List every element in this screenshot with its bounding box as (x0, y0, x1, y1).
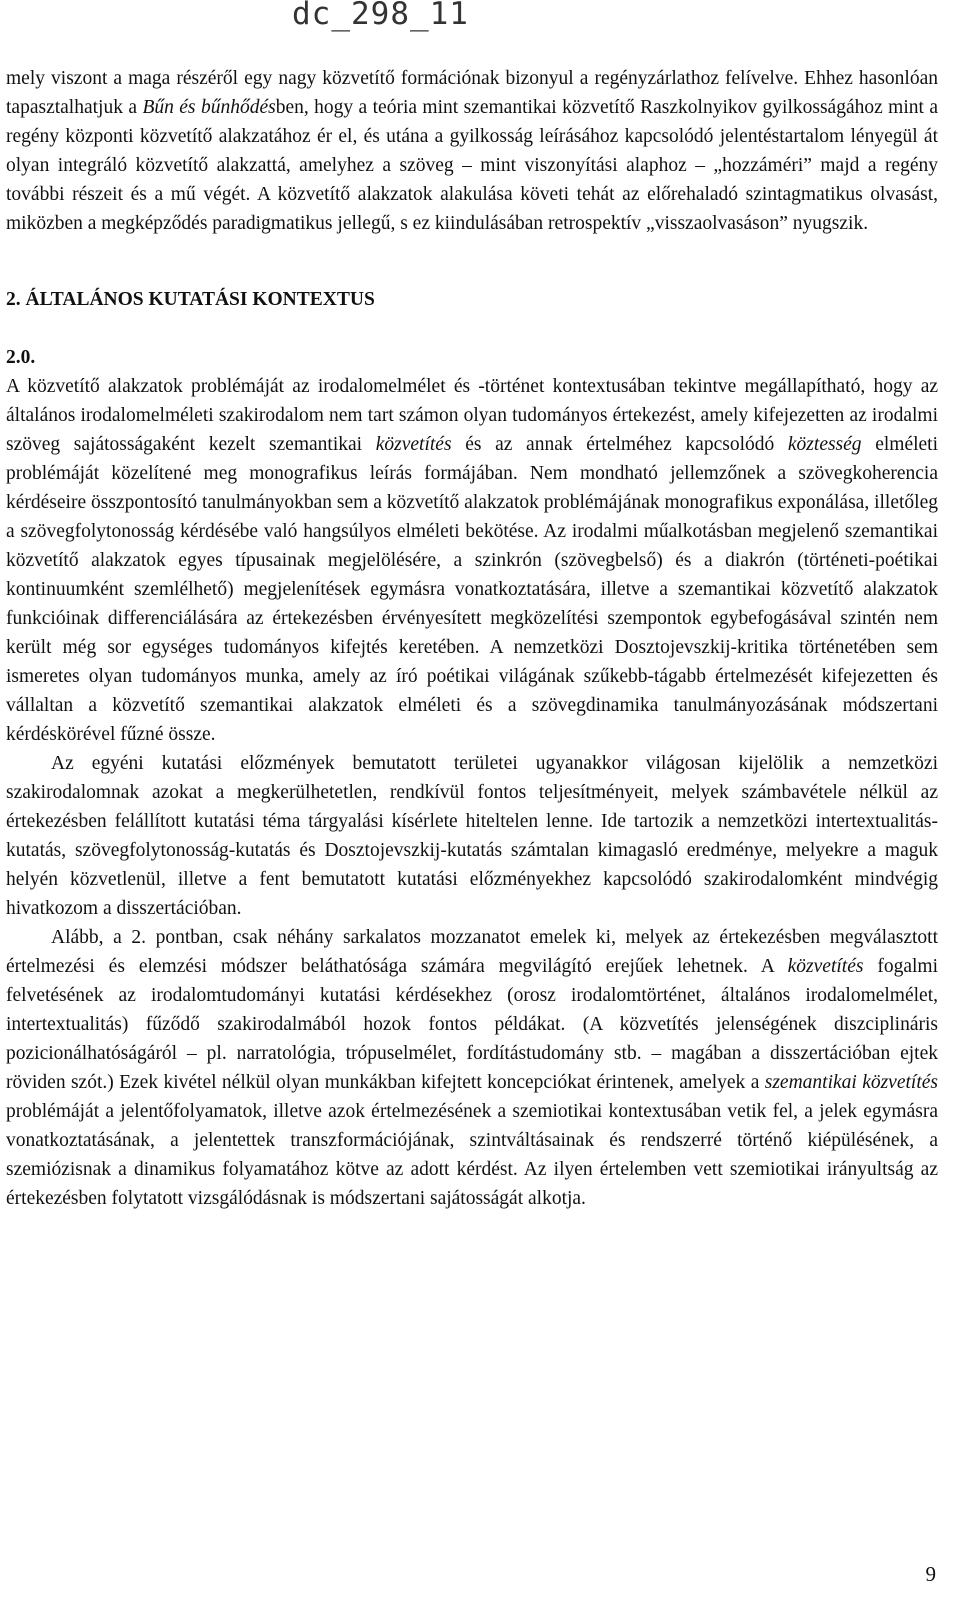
italic-term: szemantikai közvetítés (764, 1072, 938, 1093)
italic-term: köztesség (787, 434, 862, 455)
paragraph-3: Alább, a 2. pontban, csak néhány sarkalatos mozzanatot emelek ki, melyek az értekezésben megválasztott értelmezési és elemzési módszer beláthatósága számára megvilágító erejűek lehetnek. A közvetítés fogalmi felvetésének az irodalomtudományi kutatási kérdésekhez (orosz irodalomtörténet, általános irodalomelmélet, intertextualitás) fűződő szakirodalmából hozok fontos példákat. (A közvetítés jelenségének diszciplináris pozicionálhatóságáról – pl. narratológia, trópuselmélet, fordítástudomány stb. – magában a disszertációban ejtek röviden szót.) Ezek kivétel nélkül olyan munkákban kifejtett koncepciókat érintenek, amelyek a szemantikai közvetítés problémáját a jelentőfolyamatok, illetve azok értelmezésének a szemiotikai kontextusában vetik fel, a jelek egymásra vonatkoztatásának, a jelentettek transzformációjának, szintváltásainak és rendszerré történő kiépülésének, a szemiózisnak a dinamikus folyamatához kötve az adott kérdést. Az ilyen értelemben vett szemiotikai irányultság az értekezésben folytatott vizsgálódásnak is módszertani sajátosságát alkotja. (6, 927, 939, 1209)
document-id-header: dc_298_11 (292, 0, 469, 32)
italic-term: közvetítés (375, 434, 452, 455)
paragraph-2: Az egyéni kutatási előzmények bemutatott területei ugyanakkor világosan kijelölik a nemzetközi szakirodalomnak azokat a megkerülhetetlen, rendkívül fontos teljesítményeit, melyek számbavétele nélkül az értekezésben felállított kutatási téma tárgyalási kísérlete hiteltelen lenne. Ide tartozik a nemzetközi intertextualitás-kutatás, szövegfolytonosság-kutatás és Dosztojevszkij-kutatás számtalan kimagasló eredménye, melyekre a maguk helyén közvetlenül, illetve a fent bemutatott kutatási előzményekhez kapcsolódó szakirodalomként mindvégig hivatkozom a disszertációban. (6, 753, 938, 919)
section-heading: 2. ÁLTALÁNOS KUTATÁSI KONTEXTUS (6, 289, 375, 310)
page-number: 9 (925, 1562, 936, 1586)
page-body (6, 64, 938, 1213)
italic-term: közvetítés (787, 956, 864, 977)
italic-term: Bűn és bűnhődés (142, 97, 276, 118)
paragraph-1: A közvetítő alakzatok problémáját az irodalomelmélet és -történet kontextusában tekintve megállapítható, hogy az általános irodalomelméleti szakirodalom nem tart számon olyan tudományos értekezést, amely kifejezetten az irodalmi szöveg sajátosságaként kezelt szemantikai közvetítés és az annak értelméhez kapcsolódó köztesség elméleti problémáját közelítené meg monografikus leírás formájában. Nem mondható jellemzőnek a szövegkoherencia kérdéseire összpontosító tanulmányokban sem a közvetítő alakzatok problémájának monografikus exponálása, illetőleg a szövegfolytonosság kérdésébe való hangsúlyos elméleti bekötése. Az irodalmi műalkotásban megjelenő szemantikai közvetítő alakzatok egyes típusainak megjelölésére, a szinkrón (szövegbelső) és a diakrón (történeti-poétikai kontinuumként szemlélhető) megjelenítések egymásra vonatkoztatására, illetve a szemantikai közvetítő alakzatok funkcióinak differenciálására az értekezésben érvényesített megközelítési szempontok egybefogásával szintén nem került még sor egységes tudományos kifejtés keretében. A nemzetközi Dosztojevszkij-kritika történetében sem ismeretes olyan tudományos munka, amely az író poétikai világának szűkebb-tágabb értelmezését kifejezetten és vállaltan a közvetítő szemantikai alakzatok elméleti és a szövegdinamika tanulmányozásának módszertani kérdéskörével fűzné össze. (6, 376, 939, 745)
subsection-number: 2.0. (6, 347, 36, 368)
paragraph-continuation: mely viszont a maga részéről egy nagy közvetítő formációnak bizonyul a regényzárlathoz felívelve. Ehhez hasonlóan tapasztalhatjuk a Bűn és bűnhődésben, hogy a teória mint szemantikai közvetítő Raszkolnyikov gyilkosságához mint a regény központi közvetítő alakzatához ér el, és utána a gyilkosság leírásához kapcsolódó jelentéstartalom lényegül át olyan integráló közvetítő alakzattá, amelyhez a szöveg – mint viszonyítási alaphoz – „hozzáméri” majd a regény további részeit és a mű végét. A közvetítő alakzatok alakulása követi tehát az előrehaladó szintagmatikus olvasást, miközben a megképződés paradigmatikus jellegű, s ez kiindulásában retrospektív „visszaolvasáson” nyugszik. (6, 68, 938, 234)
